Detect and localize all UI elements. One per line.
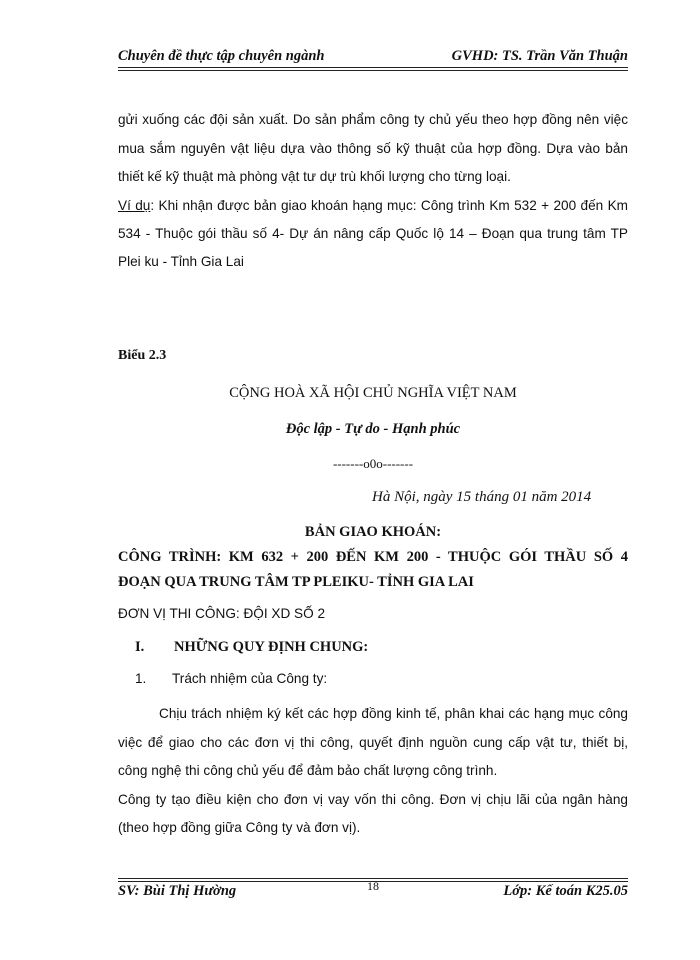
national-motto: Độc lập - Tự do - Hạnh phúc xyxy=(285,421,461,437)
para1-line-3: công nghệ thi công chủ yếu để đảm bảo chất lượng công trình. xyxy=(118,763,498,778)
document-date: Hà Nội, ngày 15 tháng 01 năm 2014 xyxy=(372,489,592,505)
para1-line-1: Chịu trách nhiệm ký kết các hợp đồng kinh tế, phân khai các hạng mục công xyxy=(159,706,628,721)
intro-line-1: gửi xuống các đội sản xuất. Do sản phẩm công ty chủ yếu theo hợp đồng nên việc xyxy=(118,112,628,127)
item-title: Trách nhiệm của Công ty: xyxy=(172,671,328,686)
example-label: Ví dụ xyxy=(118,198,151,213)
separator: -------o0o------- xyxy=(332,456,414,471)
footer-student: SV: Bùi Thị Hường xyxy=(118,883,237,899)
example-line-1 xyxy=(118,198,628,213)
footer-class: Lớp: Kế toán K25.05 xyxy=(503,883,628,899)
document-title: BẢN GIAO KHOÁN: xyxy=(304,524,442,540)
intro-line-3: thiết kế kỹ thuật mà phòng vật tư dự trù khối lượng cho từng loại. xyxy=(118,169,511,184)
example-line-2: 534 - Thuộc gói thầu số 4- Dự án nâng cấp Quốc lộ 14 – Đoạn qua trung tâm TP xyxy=(118,226,628,241)
para2-line-1: Công ty tạo điều kiện cho đơn vị vay vốn thi công. Đơn vị chịu lãi của ngân hàng xyxy=(118,792,628,807)
exhibit-label: Biểu 2.3 xyxy=(118,348,167,363)
example-line-3: Plei ku - Tỉnh Gia Lai xyxy=(118,254,244,269)
header-rule-2 xyxy=(118,70,628,71)
section-number: I. xyxy=(135,639,145,655)
section-title: NHỮNG QUY ĐỊNH CHUNG: xyxy=(174,639,369,655)
intro-line-2: mua sắm nguyên vật liệu dựa vào thông số kỹ thuật của hợp đồng. Dựa vào bản xyxy=(118,141,628,156)
para2-line-2: (theo hợp đồng giữa Công ty và đơn vị). xyxy=(118,820,361,835)
header-supervisor: GVHD: TS. Trần Văn Thuận xyxy=(451,48,628,64)
header-topic: Chuyên đề thực tập chuyên ngành xyxy=(118,48,325,64)
item-number: 1. xyxy=(135,671,147,686)
project-line-2: ĐOẠN QUA TRUNG TÂM TP PLEIKU- TỈNH GIA LAI xyxy=(118,574,474,590)
para1-line-2: việc để giao cho các đơn vị thi công, quyết định nguồn cung cấp vật tư, thiết bị, xyxy=(118,735,628,750)
construction-unit: ĐƠN VỊ THI CÔNG: ĐỘI XD SỐ 2 xyxy=(118,606,326,621)
national-title: CỘNG HOÀ XÃ HỘI CHỦ NGHĨA VIỆT NAM xyxy=(229,385,517,401)
example-line-1-text: : Khi nhận được bản giao khoán hạng mục: Công trình Km 532 + 200 đến Km xyxy=(150,198,628,213)
page-number: 18 xyxy=(367,879,379,893)
project-line-1: CÔNG TRÌNH: KM 632 + 200 ĐẾN KM 200 - THUỘC GÓI THẦU SỐ 4 xyxy=(118,549,628,565)
header-rule xyxy=(118,67,628,68)
